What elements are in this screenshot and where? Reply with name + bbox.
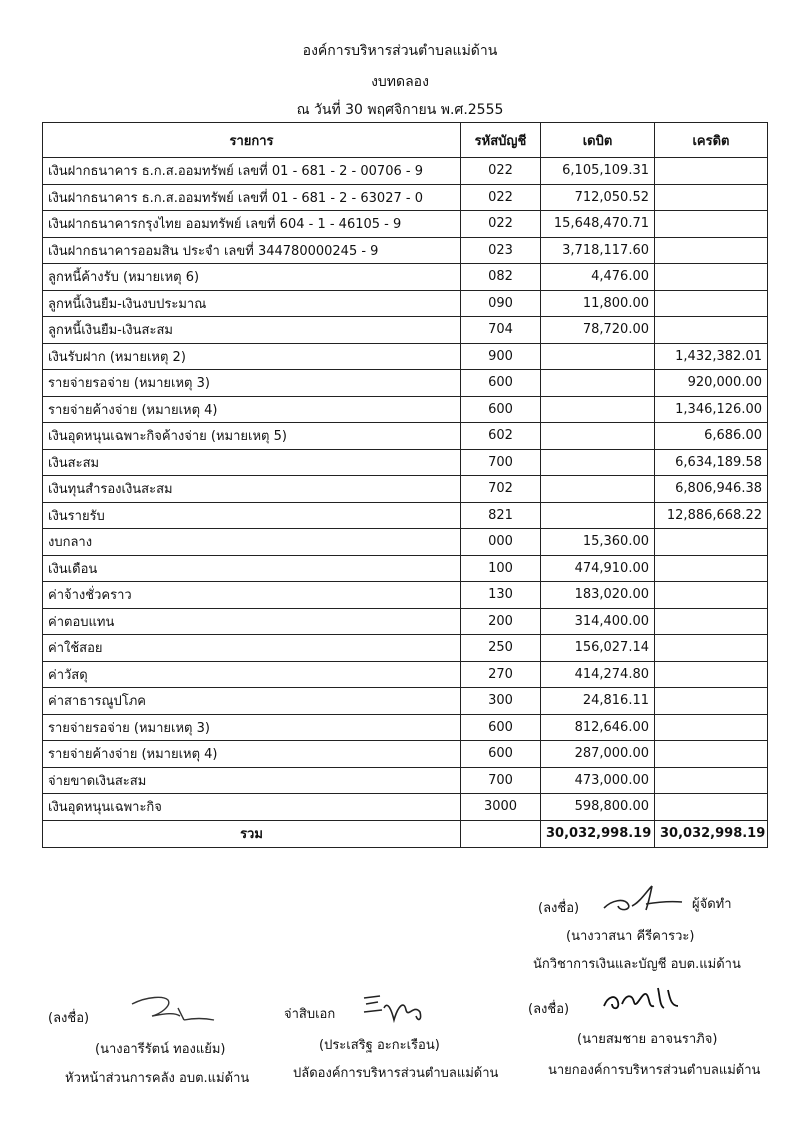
table-row <box>43 582 768 609</box>
sig3-prefix: จ่าสิบเอก <box>284 1007 336 1022</box>
cell-credit <box>655 688 768 715</box>
cell-code: 250 <box>461 635 541 662</box>
cell-credit: 1,432,382.01 <box>655 343 768 370</box>
trial-balance-table <box>42 122 768 848</box>
cell-credit <box>655 767 768 794</box>
cell-credit <box>655 290 768 317</box>
cell-credit <box>655 529 768 556</box>
cell-code: 600 <box>461 741 541 768</box>
cell-debit: 414,274.80 <box>541 661 655 688</box>
cell-code: 023 <box>461 237 541 264</box>
sig2-signature-image <box>128 990 218 1026</box>
cell-credit <box>655 211 768 238</box>
table-row <box>43 794 768 821</box>
cell-item: งบกลาง <box>43 529 461 556</box>
cell-debit: 156,027.14 <box>541 635 655 662</box>
table-row <box>43 688 768 715</box>
table-header-row <box>43 123 768 158</box>
sig2-name: (นางอารีรัตน์ ทองแย้ม) <box>95 1042 226 1057</box>
table-row <box>43 211 768 238</box>
cell-code: 130 <box>461 582 541 609</box>
table-row <box>43 502 768 529</box>
total-label: รวม <box>43 820 461 847</box>
cell-debit: 11,800.00 <box>541 290 655 317</box>
cell-code: 704 <box>461 317 541 344</box>
table-row <box>43 529 768 556</box>
cell-debit: 15,360.00 <box>541 529 655 556</box>
sig4-position: นายกองค์การบริหารส่วนตำบลแม่ด้าน <box>548 1063 761 1078</box>
cell-debit: 314,400.00 <box>541 608 655 635</box>
sig1-role: ผู้จัดทำ <box>692 897 732 912</box>
cell-credit <box>655 661 768 688</box>
table-row <box>43 290 768 317</box>
cell-debit: 24,816.11 <box>541 688 655 715</box>
cell-code: 000 <box>461 529 541 556</box>
cell-debit <box>541 396 655 423</box>
table-row <box>43 317 768 344</box>
cell-debit: 15,648,470.71 <box>541 211 655 238</box>
cell-item: เงินทุนสำรองเงินสะสม <box>43 476 461 503</box>
table-row <box>43 264 768 291</box>
cell-item: รายจ่ายค้างจ่าย (หมายเหตุ 4) <box>43 396 461 423</box>
sig2-position: หัวหน้าส่วนการคลัง อบต.แม่ด้าน <box>65 1071 250 1086</box>
cell-code: 600 <box>461 370 541 397</box>
cell-code: 022 <box>461 158 541 185</box>
table-row <box>43 476 768 503</box>
cell-item: รายจ่ายรอจ่าย (หมายเหตุ 3) <box>43 714 461 741</box>
cell-credit <box>655 741 768 768</box>
doc-title: งบทดลอง <box>371 74 429 90</box>
total-row <box>43 820 768 847</box>
org-name: องค์การบริหารส่วนตำบลแม่ด้าน <box>302 43 498 59</box>
sig3-name: (ประเสริฐ อะกะเรือน) <box>319 1038 440 1053</box>
table-row <box>43 343 768 370</box>
table-row <box>43 767 768 794</box>
cell-credit <box>655 635 768 662</box>
table-row <box>43 608 768 635</box>
cell-code: 200 <box>461 608 541 635</box>
cell-item: ลูกหนี้เงินยืม-เงินสะสม <box>43 317 461 344</box>
cell-item: เงินอุดหนุนเฉพาะกิจค้างจ่าย (หมายเหตุ 5) <box>43 423 461 450</box>
cell-debit <box>541 476 655 503</box>
cell-item: เงินรับฝาก (หมายเหตุ 2) <box>43 343 461 370</box>
cell-item: ค่าใช้สอย <box>43 635 461 662</box>
cell-credit <box>655 237 768 264</box>
sig2-prefix: (ลงชื่อ) <box>48 1011 90 1026</box>
cell-credit <box>655 158 768 185</box>
sig3-position: ปลัดองค์การบริหารส่วนตำบลแม่ด้าน <box>293 1066 499 1081</box>
cell-code: 300 <box>461 688 541 715</box>
table-row <box>43 714 768 741</box>
cell-item: เงินฝากธนาคาร ธ.ก.ส.ออมทรัพย์ เลขที่ 01 - 681 - 2 - 63027 - 0 <box>43 184 461 211</box>
cell-item: เงินเดือน <box>43 555 461 582</box>
table-row <box>43 158 768 185</box>
cell-item: เงินสะสม <box>43 449 461 476</box>
table-row <box>43 184 768 211</box>
cell-item: ค่าจ้างชั่วคราว <box>43 582 461 609</box>
table-row <box>43 449 768 476</box>
cell-debit: 4,476.00 <box>541 264 655 291</box>
cell-item: จ่ายขาดเงินสะสม <box>43 767 461 794</box>
cell-debit: 287,000.00 <box>541 741 655 768</box>
col-header-credit: เครดิต <box>655 123 768 158</box>
col-header-code: รหัสบัญชี <box>461 123 541 158</box>
cell-debit <box>541 343 655 370</box>
cell-debit: 712,050.52 <box>541 184 655 211</box>
cell-credit: 6,634,189.58 <box>655 449 768 476</box>
cell-code: 082 <box>461 264 541 291</box>
table-row <box>43 661 768 688</box>
cell-credit <box>655 714 768 741</box>
col-header-item: รายการ <box>43 123 461 158</box>
cell-credit <box>655 317 768 344</box>
cell-code: 702 <box>461 476 541 503</box>
sig1-name: (นางวาสนา คีรีคารวะ) <box>566 929 695 944</box>
doc-date: ณ วันที่ 30 พฤศจิกายน พ.ศ.2555 <box>296 102 504 118</box>
cell-code: 100 <box>461 555 541 582</box>
cell-credit <box>655 608 768 635</box>
cell-debit: 6,105,109.31 <box>541 158 655 185</box>
total-code-cell <box>461 820 541 847</box>
total-credit: 30,032,998.19 <box>655 820 768 847</box>
cell-credit: 920,000.00 <box>655 370 768 397</box>
cell-code: 090 <box>461 290 541 317</box>
sig1-signature-image <box>598 882 686 916</box>
cell-code: 900 <box>461 343 541 370</box>
cell-credit <box>655 184 768 211</box>
cell-debit <box>541 502 655 529</box>
cell-item: เงินอุดหนุนเฉพาะกิจ <box>43 794 461 821</box>
cell-debit: 474,910.00 <box>541 555 655 582</box>
cell-code: 022 <box>461 184 541 211</box>
sig1-prefix: (ลงชื่อ) <box>538 901 580 916</box>
table-row <box>43 396 768 423</box>
cell-item: รายจ่ายรอจ่าย (หมายเหตุ 3) <box>43 370 461 397</box>
cell-credit <box>655 264 768 291</box>
cell-debit: 598,800.00 <box>541 794 655 821</box>
cell-item: ลูกหนี้ค้างรับ (หมายเหตุ 6) <box>43 264 461 291</box>
cell-credit: 12,886,668.22 <box>655 502 768 529</box>
sig4-name: (นายสมชาย อาจนราภิจ) <box>577 1032 718 1047</box>
cell-item: ลูกหนี้เงินยืม-เงินงบประมาณ <box>43 290 461 317</box>
col-header-debit: เดบิต <box>541 123 655 158</box>
table-row <box>43 423 768 450</box>
cell-debit: 3,718,117.60 <box>541 237 655 264</box>
total-debit: 30,032,998.19 <box>541 820 655 847</box>
cell-code: 700 <box>461 449 541 476</box>
cell-item: ค่าตอบแทน <box>43 608 461 635</box>
cell-code: 270 <box>461 661 541 688</box>
sig3-signature-image <box>358 990 438 1026</box>
cell-code: 022 <box>461 211 541 238</box>
table-row <box>43 237 768 264</box>
cell-item: ค่าวัสดุ <box>43 661 461 688</box>
cell-credit <box>655 555 768 582</box>
cell-debit: 183,020.00 <box>541 582 655 609</box>
cell-debit: 78,720.00 <box>541 317 655 344</box>
cell-item: ค่าสาธารณูปโภค <box>43 688 461 715</box>
cell-debit <box>541 423 655 450</box>
cell-credit: 6,686.00 <box>655 423 768 450</box>
cell-credit: 6,806,946.38 <box>655 476 768 503</box>
cell-credit <box>655 582 768 609</box>
sig4-signature-image <box>598 980 690 1016</box>
cell-credit <box>655 794 768 821</box>
cell-item: เงินฝากธนาคารกรุงไทย ออมทรัพย์ เลขที่ 604 - 1 - 46105 - 9 <box>43 211 461 238</box>
cell-code: 600 <box>461 396 541 423</box>
cell-code: 602 <box>461 423 541 450</box>
cell-debit: 812,646.00 <box>541 714 655 741</box>
cell-item: รายจ่ายค้างจ่าย (หมายเหตุ 4) <box>43 741 461 768</box>
table-row <box>43 741 768 768</box>
sig1-position: นักวิชาการเงินและบัญชี อบต.แม่ด้าน <box>533 957 741 972</box>
cell-item: เงินรายรับ <box>43 502 461 529</box>
table-row <box>43 635 768 662</box>
cell-debit <box>541 370 655 397</box>
cell-debit: 473,000.00 <box>541 767 655 794</box>
table-row <box>43 555 768 582</box>
cell-code: 821 <box>461 502 541 529</box>
cell-code: 3000 <box>461 794 541 821</box>
table-row <box>43 370 768 397</box>
cell-credit: 1,346,126.00 <box>655 396 768 423</box>
cell-debit <box>541 449 655 476</box>
cell-item: เงินฝากธนาคารออมสิน ประจำ เลขที่ 344780000245 - 9 <box>43 237 461 264</box>
cell-code: 700 <box>461 767 541 794</box>
cell-item: เงินฝากธนาคาร ธ.ก.ส.ออมทรัพย์ เลขที่ 01 - 681 - 2 - 00706 - 9 <box>43 158 461 185</box>
sig4-prefix: (ลงชื่อ) <box>528 1002 570 1017</box>
cell-code: 600 <box>461 714 541 741</box>
